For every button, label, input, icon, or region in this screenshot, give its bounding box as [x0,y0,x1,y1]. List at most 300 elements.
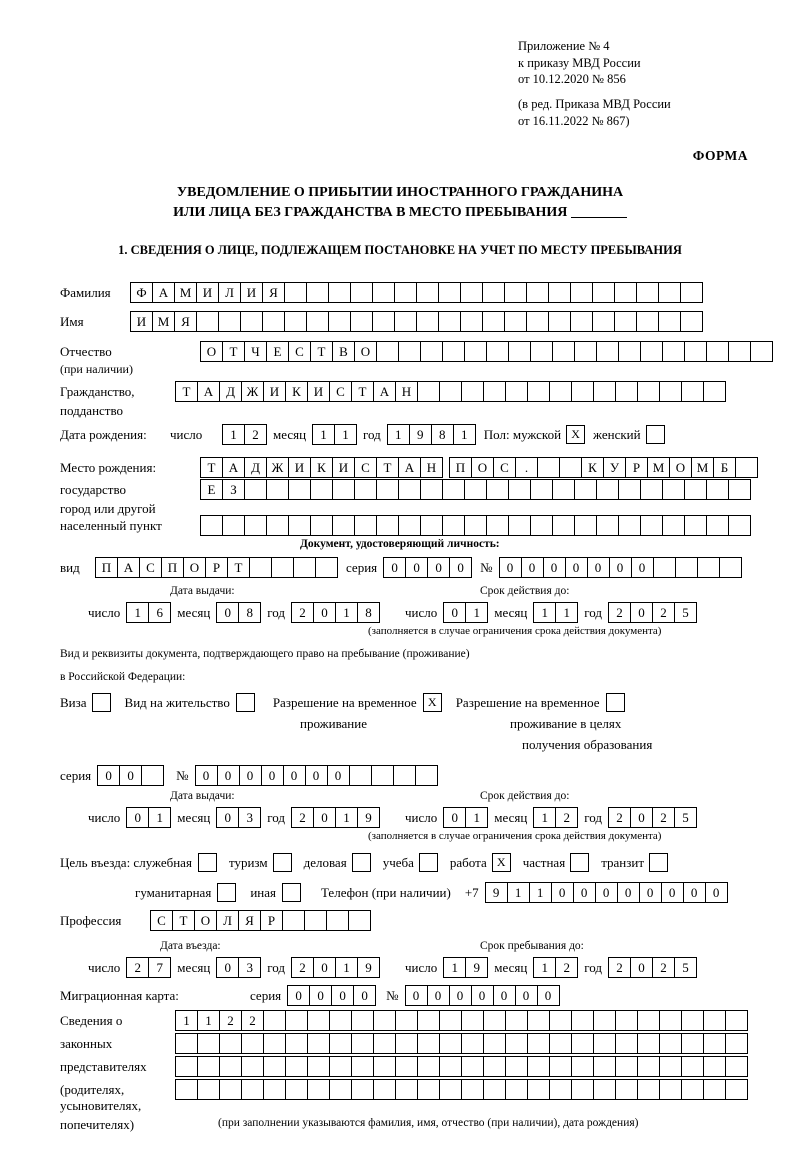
char-cell[interactable]: 2 [291,807,314,828]
char-cell[interactable] [420,479,443,500]
char-cell[interactable] [593,1056,616,1077]
char-cell[interactable] [464,341,487,362]
char-cell[interactable] [329,1079,352,1100]
legal-boxes-line1[interactable] [175,1010,748,1031]
char-cell[interactable]: 1 [387,424,410,445]
char-cell[interactable]: 1 [312,424,335,445]
char-cell[interactable] [614,282,637,303]
char-cell[interactable] [675,557,698,578]
char-cell[interactable] [307,1010,330,1031]
char-cell[interactable] [307,1079,330,1100]
char-cell[interactable] [571,1079,594,1100]
char-cell[interactable] [486,515,509,536]
char-cell[interactable] [263,1056,286,1077]
char-cell[interactable] [735,457,758,478]
char-cell[interactable] [508,515,531,536]
char-cell[interactable] [439,1056,462,1077]
char-cell[interactable]: 0 [427,557,450,578]
char-cell[interactable]: П [449,457,472,478]
char-cell[interactable] [395,1056,418,1077]
char-cell[interactable]: Л [216,910,239,931]
char-cell[interactable]: 0 [216,957,239,978]
char-cell[interactable] [398,515,421,536]
char-cell[interactable] [197,1079,220,1100]
char-cell[interactable] [571,1010,594,1031]
char-cell[interactable] [395,1033,418,1054]
char-cell[interactable]: И [332,457,355,478]
char-cell[interactable] [438,311,461,332]
char-cell[interactable] [464,515,487,536]
doc-issue-year-boxes[interactable] [291,602,380,623]
char-cell[interactable]: 0 [216,602,239,623]
char-cell[interactable]: 2 [652,602,675,623]
char-cell[interactable] [351,1079,374,1100]
char-cell[interactable] [417,381,440,402]
char-cell[interactable] [527,1033,550,1054]
char-cell[interactable] [659,1033,682,1054]
char-cell[interactable] [681,1033,704,1054]
char-cell[interactable] [461,1010,484,1031]
char-cell[interactable]: О [183,557,206,578]
char-cell[interactable]: Р [205,557,228,578]
char-cell[interactable]: 0 [449,985,472,1006]
char-cell[interactable] [196,311,219,332]
perm-issue-month-boxes[interactable] [216,807,261,828]
char-cell[interactable]: Д [244,457,267,478]
char-cell[interactable]: 0 [405,557,428,578]
char-cell[interactable] [351,1010,374,1031]
char-cell[interactable] [288,479,311,500]
mig-series-boxes[interactable] [287,985,376,1006]
char-cell[interactable] [460,311,483,332]
char-cell[interactable] [244,479,267,500]
char-cell[interactable]: У [603,457,626,478]
char-cell[interactable] [526,311,549,332]
char-cell[interactable]: П [95,557,118,578]
char-cell[interactable] [659,1079,682,1100]
char-cell[interactable] [439,1033,462,1054]
char-cell[interactable]: Я [174,311,197,332]
char-cell[interactable] [332,479,355,500]
char-cell[interactable]: 8 [238,602,261,623]
perm-issue-year-boxes[interactable] [291,807,380,828]
char-cell[interactable]: 0 [565,557,588,578]
char-cell[interactable]: А [152,282,175,303]
char-cell[interactable]: 0 [239,765,262,786]
char-cell[interactable] [640,479,663,500]
char-cell[interactable] [750,341,773,362]
char-cell[interactable]: Ж [266,457,289,478]
char-cell[interactable]: А [398,457,421,478]
char-cell[interactable]: С [329,381,352,402]
char-cell[interactable] [328,282,351,303]
char-cell[interactable] [486,341,509,362]
perm-valid-day-boxes[interactable] [443,807,488,828]
perm-number-boxes[interactable] [195,765,438,786]
char-cell[interactable] [307,1056,330,1077]
char-cell[interactable] [439,1010,462,1031]
char-cell[interactable]: И [263,381,286,402]
char-cell[interactable] [442,341,465,362]
char-cell[interactable]: 0 [449,557,472,578]
perm-valid-month-boxes[interactable] [533,807,578,828]
visa-checkbox[interactable] [92,693,111,712]
char-cell[interactable] [244,515,267,536]
char-cell[interactable] [372,311,395,332]
char-cell[interactable]: Н [420,457,443,478]
char-cell[interactable] [662,515,685,536]
char-cell[interactable]: 1 [175,1010,198,1031]
char-cell[interactable] [725,1010,748,1031]
char-cell[interactable] [415,765,438,786]
char-cell[interactable]: 1 [335,807,358,828]
char-cell[interactable] [552,479,575,500]
mig-number-boxes[interactable] [405,985,560,1006]
char-cell[interactable]: 2 [555,807,578,828]
char-cell[interactable] [376,479,399,500]
char-cell[interactable]: 0 [195,765,218,786]
char-cell[interactable]: 1 [533,807,556,828]
surname-boxes[interactable] [130,282,703,303]
char-cell[interactable]: С [354,457,377,478]
char-cell[interactable] [640,515,663,536]
char-cell[interactable]: 6 [148,602,171,623]
char-cell[interactable]: 0 [630,807,653,828]
char-cell[interactable]: О [471,457,494,478]
char-cell[interactable]: С [493,457,516,478]
char-cell[interactable]: 0 [609,557,632,578]
char-cell[interactable]: 1 [465,602,488,623]
char-cell[interactable] [549,1056,572,1077]
purpose-humanitarian-checkbox[interactable] [217,883,236,902]
char-cell[interactable]: 2 [291,957,314,978]
char-cell[interactable] [703,1056,726,1077]
char-cell[interactable] [615,1079,638,1100]
char-cell[interactable]: 0 [617,882,640,903]
char-cell[interactable] [728,515,751,536]
doc-kind-boxes[interactable] [95,557,338,578]
char-cell[interactable]: Б [713,457,736,478]
char-cell[interactable] [483,1079,506,1100]
char-cell[interactable] [614,311,637,332]
char-cell[interactable] [662,341,685,362]
legal-boxes-line2[interactable] [175,1033,748,1054]
char-cell[interactable]: И [240,282,263,303]
char-cell[interactable] [706,341,729,362]
char-cell[interactable] [552,515,575,536]
entry-month-boxes[interactable] [216,957,261,978]
char-cell[interactable] [706,479,729,500]
char-cell[interactable] [240,311,263,332]
char-cell[interactable] [460,282,483,303]
char-cell[interactable]: . [515,457,538,478]
char-cell[interactable]: 1 [529,882,552,903]
char-cell[interactable] [530,341,553,362]
patronymic-boxes[interactable] [200,341,773,362]
stay-month-boxes[interactable] [533,957,578,978]
char-cell[interactable] [527,381,550,402]
char-cell[interactable]: Е [200,479,223,500]
purpose-other-checkbox[interactable] [282,883,301,902]
char-cell[interactable] [395,1079,418,1100]
char-cell[interactable] [197,1033,220,1054]
char-cell[interactable] [395,1010,418,1031]
char-cell[interactable]: 2 [555,957,578,978]
char-cell[interactable]: 5 [674,957,697,978]
char-cell[interactable]: 1 [533,602,556,623]
doc-valid-year-boxes[interactable] [608,602,697,623]
char-cell[interactable]: 0 [119,765,142,786]
char-cell[interactable] [637,1010,660,1031]
char-cell[interactable]: Р [625,457,648,478]
entry-day-boxes[interactable] [126,957,171,978]
char-cell[interactable]: 0 [443,602,466,623]
char-cell[interactable] [306,282,329,303]
char-cell[interactable] [293,557,316,578]
char-cell[interactable] [571,1033,594,1054]
char-cell[interactable] [398,479,421,500]
char-cell[interactable]: В [332,341,355,362]
char-cell[interactable]: 0 [313,807,336,828]
profession-boxes[interactable] [150,910,371,931]
char-cell[interactable] [615,1010,638,1031]
char-cell[interactable]: 1 [507,882,530,903]
char-cell[interactable]: 0 [537,985,560,1006]
char-cell[interactable]: 1 [443,957,466,978]
char-cell[interactable] [351,1056,374,1077]
char-cell[interactable] [461,1056,484,1077]
char-cell[interactable] [416,311,439,332]
entry-year-boxes[interactable] [291,957,380,978]
char-cell[interactable] [266,479,289,500]
char-cell[interactable] [559,457,582,478]
char-cell[interactable] [141,765,164,786]
char-cell[interactable] [219,1079,242,1100]
char-cell[interactable] [285,1010,308,1031]
char-cell[interactable] [348,910,371,931]
char-cell[interactable]: 3 [238,957,261,978]
char-cell[interactable]: 2 [608,602,631,623]
char-cell[interactable]: 1 [453,424,476,445]
sex-male-checkbox[interactable]: X [566,425,585,444]
char-cell[interactable]: С [150,910,173,931]
char-cell[interactable]: О [200,341,223,362]
char-cell[interactable] [332,515,355,536]
char-cell[interactable]: А [197,381,220,402]
purpose-business-checkbox[interactable] [352,853,371,872]
char-cell[interactable] [703,1079,726,1100]
char-cell[interactable] [263,1079,286,1100]
char-cell[interactable]: 2 [291,602,314,623]
char-cell[interactable] [574,341,597,362]
purpose-work-checkbox[interactable]: X [492,853,511,872]
char-cell[interactable] [350,311,373,332]
char-cell[interactable] [329,1033,352,1054]
char-cell[interactable] [371,765,394,786]
char-cell[interactable]: П [161,557,184,578]
char-cell[interactable] [483,1033,506,1054]
char-cell[interactable] [637,381,660,402]
char-cell[interactable]: М [174,282,197,303]
char-cell[interactable] [662,479,685,500]
char-cell[interactable] [285,1079,308,1100]
char-cell[interactable] [372,282,395,303]
char-cell[interactable] [241,1033,264,1054]
birth-city-boxes-line3[interactable] [200,515,751,536]
char-cell[interactable]: 8 [357,602,380,623]
char-cell[interactable] [552,341,575,362]
char-cell[interactable] [241,1056,264,1077]
char-cell[interactable] [307,1033,330,1054]
char-cell[interactable]: 0 [630,602,653,623]
char-cell[interactable]: Т [376,457,399,478]
char-cell[interactable] [684,515,707,536]
char-cell[interactable]: Т [227,557,250,578]
char-cell[interactable]: 2 [652,807,675,828]
perm-issue-day-boxes[interactable] [126,807,171,828]
char-cell[interactable] [697,557,720,578]
char-cell[interactable] [615,1033,638,1054]
doc-issue-day-boxes[interactable] [126,602,171,623]
char-cell[interactable] [262,311,285,332]
char-cell[interactable]: М [691,457,714,478]
char-cell[interactable]: 1 [148,807,171,828]
char-cell[interactable] [530,515,553,536]
char-cell[interactable] [417,1079,440,1100]
char-cell[interactable]: Д [219,381,242,402]
char-cell[interactable] [637,1033,660,1054]
char-cell[interactable] [461,1079,484,1100]
char-cell[interactable] [439,381,462,402]
char-cell[interactable] [461,1033,484,1054]
char-cell[interactable] [249,557,272,578]
char-cell[interactable]: 8 [431,424,454,445]
stay-year-boxes[interactable] [608,957,697,978]
char-cell[interactable]: З [222,479,245,500]
doc-valid-day-boxes[interactable] [443,602,488,623]
char-cell[interactable] [288,515,311,536]
char-cell[interactable]: 2 [652,957,675,978]
char-cell[interactable]: 0 [661,882,684,903]
char-cell[interactable]: М [647,457,670,478]
char-cell[interactable] [304,910,327,931]
purpose-tourism-checkbox[interactable] [273,853,292,872]
legal-boxes-line4[interactable] [175,1079,748,1100]
char-cell[interactable]: 0 [217,765,240,786]
char-cell[interactable]: Ж [241,381,264,402]
char-cell[interactable]: 0 [630,957,653,978]
char-cell[interactable] [197,1056,220,1077]
char-cell[interactable]: 2 [608,807,631,828]
char-cell[interactable]: 0 [595,882,618,903]
char-cell[interactable] [482,282,505,303]
char-cell[interactable]: 2 [608,957,631,978]
birth-city-boxes-line2[interactable] [200,479,751,500]
char-cell[interactable]: 0 [216,807,239,828]
char-cell[interactable]: 0 [493,985,516,1006]
char-cell[interactable] [438,282,461,303]
doc-valid-month-boxes[interactable] [533,602,578,623]
residence-checkbox[interactable] [236,693,255,712]
char-cell[interactable]: О [669,457,692,478]
char-cell[interactable]: 0 [443,807,466,828]
char-cell[interactable]: С [139,557,162,578]
char-cell[interactable]: Л [218,282,241,303]
char-cell[interactable] [504,311,527,332]
char-cell[interactable] [537,457,560,478]
char-cell[interactable] [728,479,751,500]
char-cell[interactable] [350,282,373,303]
char-cell[interactable] [285,1033,308,1054]
char-cell[interactable] [703,1033,726,1054]
char-cell[interactable]: 1 [126,602,149,623]
char-cell[interactable] [615,1056,638,1077]
char-cell[interactable] [706,515,729,536]
char-cell[interactable] [637,1079,660,1100]
char-cell[interactable] [175,1056,198,1077]
purpose-service-checkbox[interactable] [198,853,217,872]
char-cell[interactable] [574,479,597,500]
char-cell[interactable]: 5 [674,602,697,623]
char-cell[interactable]: 0 [573,882,596,903]
char-cell[interactable]: 0 [305,765,328,786]
char-cell[interactable] [684,341,707,362]
char-cell[interactable]: 0 [126,807,149,828]
char-cell[interactable] [725,1056,748,1077]
char-cell[interactable] [526,282,549,303]
char-cell[interactable]: 5 [674,807,697,828]
char-cell[interactable] [659,1010,682,1031]
char-cell[interactable]: К [310,457,333,478]
char-cell[interactable] [548,282,571,303]
char-cell[interactable] [681,1079,704,1100]
char-cell[interactable] [574,515,597,536]
char-cell[interactable] [549,1033,572,1054]
char-cell[interactable] [527,1010,550,1031]
char-cell[interactable] [680,282,703,303]
doc-series-boxes[interactable] [383,557,472,578]
char-cell[interactable] [416,282,439,303]
char-cell[interactable]: Т [175,381,198,402]
char-cell[interactable] [373,1056,396,1077]
char-cell[interactable]: 9 [357,807,380,828]
char-cell[interactable]: 0 [705,882,728,903]
char-cell[interactable] [527,1056,550,1077]
char-cell[interactable]: 1 [533,957,556,978]
char-cell[interactable]: Е [266,341,289,362]
char-cell[interactable] [593,1033,616,1054]
char-cell[interactable] [680,311,703,332]
doc-issue-month-boxes[interactable] [216,602,261,623]
char-cell[interactable] [328,311,351,332]
char-cell[interactable]: 0 [499,557,522,578]
char-cell[interactable] [394,282,417,303]
char-cell[interactable]: 2 [241,1010,264,1031]
char-cell[interactable]: 0 [587,557,610,578]
doc-number-boxes[interactable] [499,557,742,578]
char-cell[interactable] [719,557,742,578]
char-cell[interactable]: 0 [353,985,376,1006]
char-cell[interactable] [725,1079,748,1100]
char-cell[interactable]: 3 [238,807,261,828]
purpose-study-checkbox[interactable] [419,853,438,872]
stay-day-boxes[interactable] [443,957,488,978]
char-cell[interactable] [725,1033,748,1054]
char-cell[interactable]: 1 [335,957,358,978]
char-cell[interactable]: 1 [465,807,488,828]
char-cell[interactable] [571,1056,594,1077]
birth-state-boxes[interactable] [200,457,443,478]
